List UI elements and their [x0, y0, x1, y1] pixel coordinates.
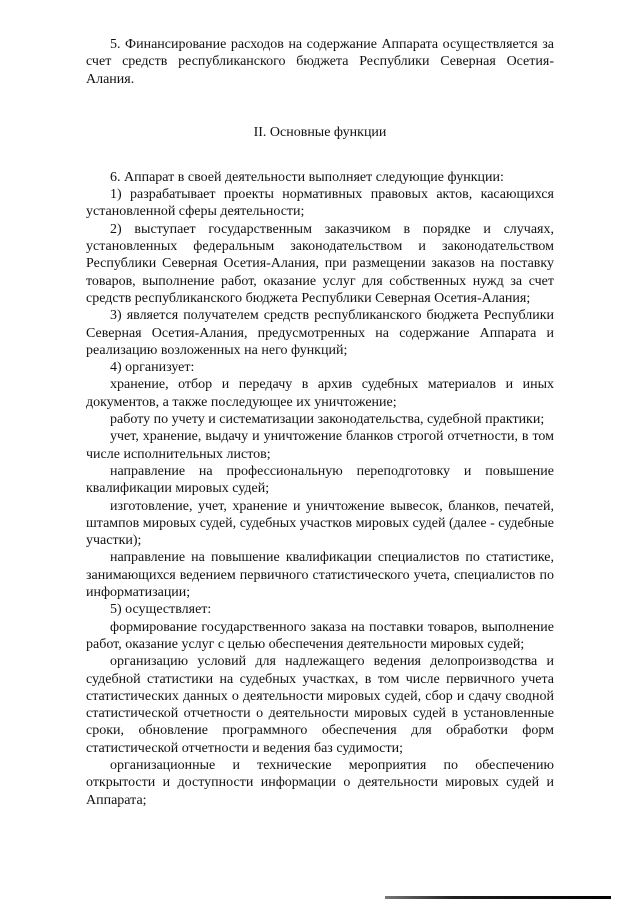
paragraph-item-1: 1) разрабатывает проекты нормативных правовых актов, касающихся установленной сферы деятельности;: [86, 187, 554, 220]
paragraph-item-4: 4) организует:: [110, 360, 195, 376]
paragraph-openness: организационные и технические мероприятия по обеспечению открытости и доступности информации о деятельности мировых судей и Аппарата;: [86, 757, 554, 808]
paragraph-records-management: организацию условий для надлежащего ведения делопроизводства и судебной статистики на судебных участках, в том числе первичного учета статистических данных о деятельности мировых судей, сбор и сдачу сводной статистической отчетности о деятельности мировых судей в установленные сроки, обновление программного обеспечения для обработки форм статистической отчетности и ведения баз судимости;: [86, 654, 554, 756]
document-page: [86, 36, 554, 809]
paragraph-signs: изготовление, учет, хранение и уничтожение вывесок, бланков, печатей, штампов мировых судей, судебных участков мировых судей (далее - судебные участки);: [86, 498, 554, 549]
paragraph-financing: 5. Финансирование расходов на содержание Аппарата осуществляется за счет средств республиканского бюджета Республики Северная Осетия-Алания.: [86, 37, 554, 87]
paragraph-state-order: формирование государственного заказа на поставки товаров, выполнение работ, оказание услуг с целью обеспечения деятельности мировых судей;: [86, 619, 554, 652]
section-heading: II. Основные функции: [253, 124, 387, 140]
paragraph-item-3: 3) является получателем средств республиканского бюджета Республики Северная Осетия-Алания, предусмотренных на содержание Аппарата и реализацию возложенных на него функций;: [86, 308, 554, 358]
paragraph-retraining: направление на профессиональную переподготовку и повышение квалификации мировых судей;: [86, 463, 554, 497]
paragraph-forms: учет, хранение, выдачу и уничтожение бланков строгой отчетности, в том числе исполнительных листов;: [86, 429, 554, 462]
paragraph-item-5: 5) осуществляет:: [110, 602, 212, 618]
paragraph-legislation: работу по учету и систематизации законодательства, судебной практики;: [110, 412, 545, 428]
paragraph-archive: хранение, отбор и передачу в архив судебных материалов и иных документов, а также последующее их уничтожение;: [86, 377, 554, 410]
paragraph-statistics-training: направление на повышение квалификации специалистов по статистике, занимающихся ведением первичного статистического учета, специалистов по информатизации;: [86, 550, 554, 601]
paragraph-functions-intro: 6. Аппарат в своей деятельности выполняет следующие функции:: [110, 169, 504, 185]
footer-divider: [385, 896, 611, 899]
paragraph-item-2: 2) выступает государственным заказчиком в порядке и случаях, установленных федеральным законодательством и законодательством Республики Северная Осетия-Алания, при размещении заказов на поставку товаров, выполнение работ, оказание услуг для собственных нужд за счет средств республиканского бюджета Республики Северная Осетия-Алания;: [86, 221, 554, 306]
